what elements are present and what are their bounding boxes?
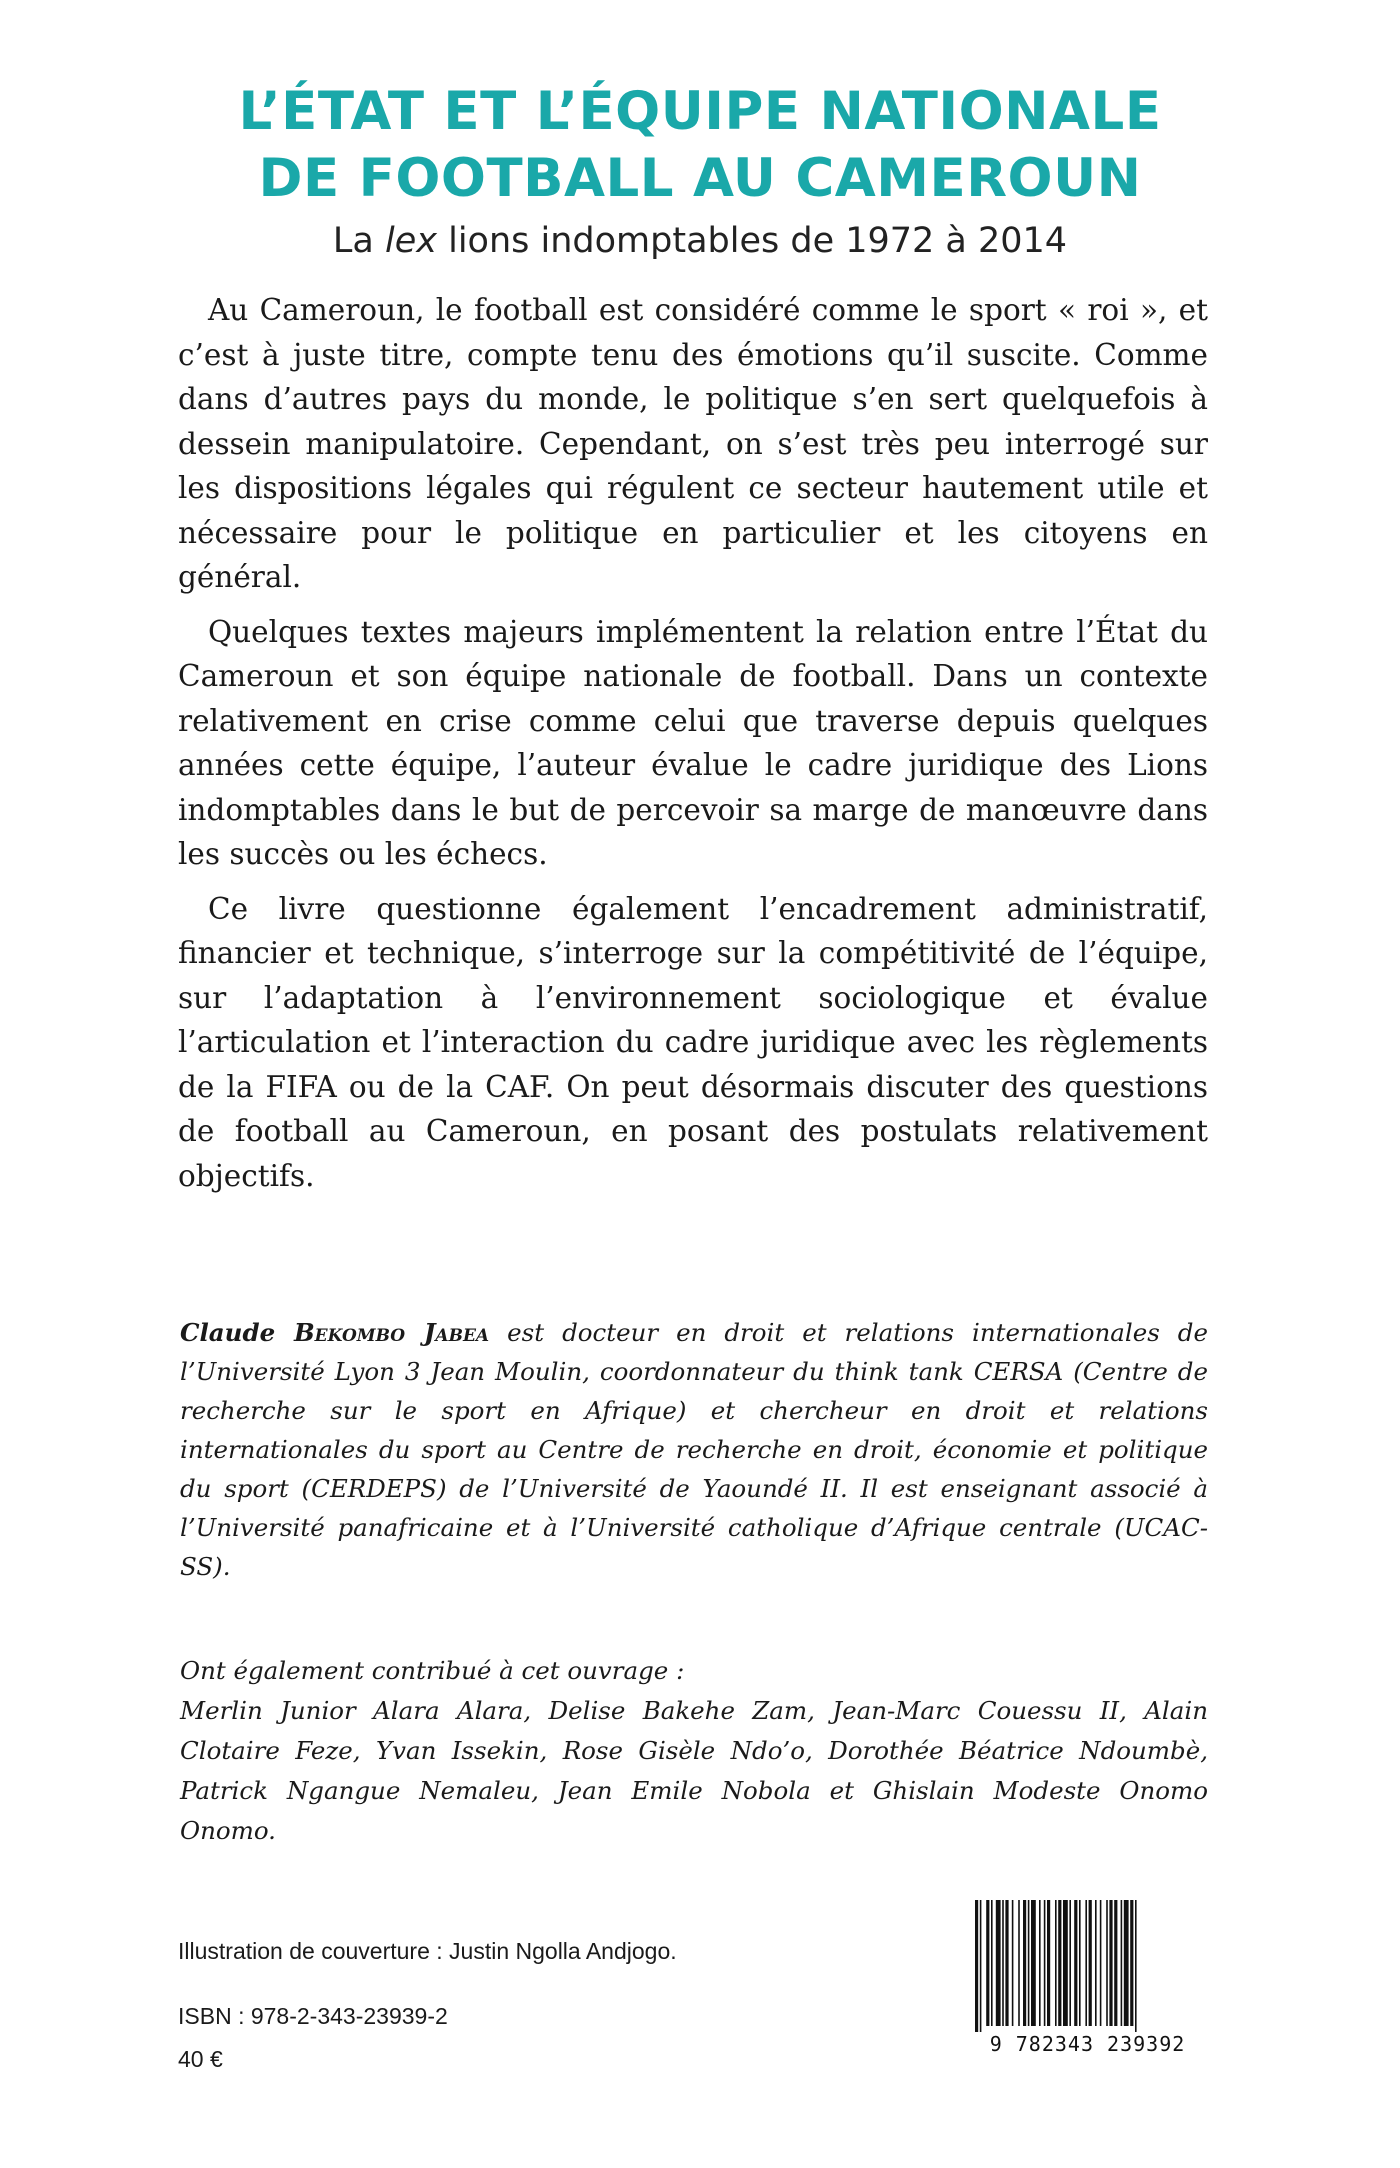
barcode-bar	[1055, 1900, 1057, 2026]
barcode-bar	[991, 1900, 993, 2026]
barcode-bar	[986, 1900, 989, 2026]
blurb-paragraph-3: Ce livre questionne également l’encadrement administratif, financier et technique, s’interroge sur la compétitivité de l’équipe, sur l’adaptation à l’environnement sociologique et évalue l’articulation et l’interaction du cadre juridique avec les règlements de la FIFA ou de la CAF. On peut désormais discuter des questions de football au Cameroun, en posant des postulats relativement objectifs.	[178, 891, 1208, 1193]
barcode-bar	[996, 1900, 1001, 2026]
barcode-bar	[1124, 1900, 1129, 2026]
barcode-bar	[1023, 1900, 1026, 2026]
barcode-bar	[1005, 1900, 1008, 2026]
barcode-bar	[1063, 1900, 1068, 2026]
blurb	[178, 288, 1208, 1208]
barcode-bar	[1079, 1900, 1081, 2026]
barcode-bar	[1089, 1900, 1092, 2026]
author-first-name: Claude	[180, 1318, 294, 1347]
author-last-name: Bekombo Jabea	[293, 1318, 490, 1347]
author-bio-text: est docteur en droit et relations internationales de l’Université Lyon 3 Jean Moulin, coordonnateur du think tank CERSA (Centre de recherche sur le sport en Afrique) et chercheur en droit et relations internationales du sport au Centre de recherche en droit, économie et politique du sport (CERDEPS) de l’Université de Yaoundé II. Il est enseignant associé à l’Université panafricaine et à l’Université catholique d’Afrique centrale (UCAC-SS).	[180, 1318, 1208, 1581]
barcode-bar	[1069, 1900, 1071, 2026]
barcode-bar	[1085, 1900, 1087, 2026]
blurb-paragraph-2: Quelques textes majeurs implémentent la relation entre l’État du Cameroun et son équipe nationale de football. Dans un contexte relativement en crise comme celui que traverse depuis quelques années cette équipe, l’auteur évalue le cadre juridique des Lions indomptables dans le but de percevoir sa marge de manœuvre dans les succès ou les échecs.	[178, 614, 1208, 871]
price: 40 €	[178, 2046, 223, 2072]
barcode-bars	[965, 1900, 1210, 2032]
subtitle-prefix: La	[332, 221, 385, 261]
blurb-paragraph-1: Au Cameroun, le football est considéré comme le sport « roi », et c’est à juste titre, compte tenu des émotions qu’il suscite. Comme dans d’autres pays du monde, le politique s’en sert quelquefois à dessein manipulatoire. Cependant, on s’est très peu interrogé sur les dispositions légales qui régulent ce secteur hautement utile et nécessaire pour le politique en particulier et les citoyens en général.	[178, 293, 1208, 594]
barcode-bar	[1047, 1900, 1050, 2026]
barcode	[965, 1900, 1210, 2062]
author-bio	[180, 1313, 1208, 1586]
barcode-bar	[1135, 1900, 1137, 2032]
barcode-bar	[1095, 1900, 1097, 2026]
illustration-credit: Illustration de couverture : Justin Ngolla Andjogo.	[178, 1938, 677, 1964]
barcode-bar	[1058, 1900, 1061, 2026]
book-title	[170, 78, 1230, 212]
contributors	[180, 1651, 1208, 1851]
contributors-names: Merlin Junior Alara Alara, Delise Bakehe Zam, Jean-Marc Couessu II, Alain Clotaire Feze, Yvan Issekin, Rose Gisèle Ndo’o, Dorothée Béatrice Ndoumbè, Patrick Ngangue Nemaleu, Jean Emile Nobola et Ghislain Modeste Onomo Onomo.	[180, 1696, 1208, 1845]
barcode-bar	[1031, 1900, 1036, 2026]
barcode-bar	[1121, 1900, 1123, 2026]
book-title-line-1: L’ÉTAT ET L’ÉQUIPE NATIONALE	[238, 81, 1162, 142]
barcode-bar	[1028, 1900, 1030, 2026]
barcode-bar	[1039, 1900, 1041, 2026]
barcode-bar	[1114, 1900, 1117, 2026]
barcode-bar	[1044, 1900, 1046, 2026]
barcode-bar	[1012, 1900, 1014, 2026]
book-title-line-2: DE FOOTBALL AU CAMEROUN	[258, 148, 1142, 209]
barcode-bar	[980, 1900, 982, 2032]
barcode-bar	[1018, 1900, 1020, 2026]
book-subtitle	[170, 218, 1230, 264]
barcode-bar	[1074, 1900, 1077, 2026]
barcode-bar	[1130, 1900, 1133, 2026]
barcode-bar	[1106, 1900, 1108, 2026]
subtitle-italic-word: lex	[384, 221, 437, 261]
author-name	[180, 1318, 489, 1347]
barcode-bar	[1002, 1900, 1004, 2026]
isbn: ISBN : 978-2-343-23939-2	[178, 2003, 448, 2029]
barcode-number: 9 782343 239392	[989, 2032, 1186, 2056]
contributors-lead: Ont également contribué à cet ouvrage :	[180, 1656, 685, 1685]
barcode-bar	[975, 1900, 978, 2032]
barcode-bar	[1100, 1900, 1102, 2026]
barcode-bar	[1109, 1900, 1112, 2026]
subtitle-suffix: lions indomptables de 1972 à 2014	[436, 221, 1068, 261]
